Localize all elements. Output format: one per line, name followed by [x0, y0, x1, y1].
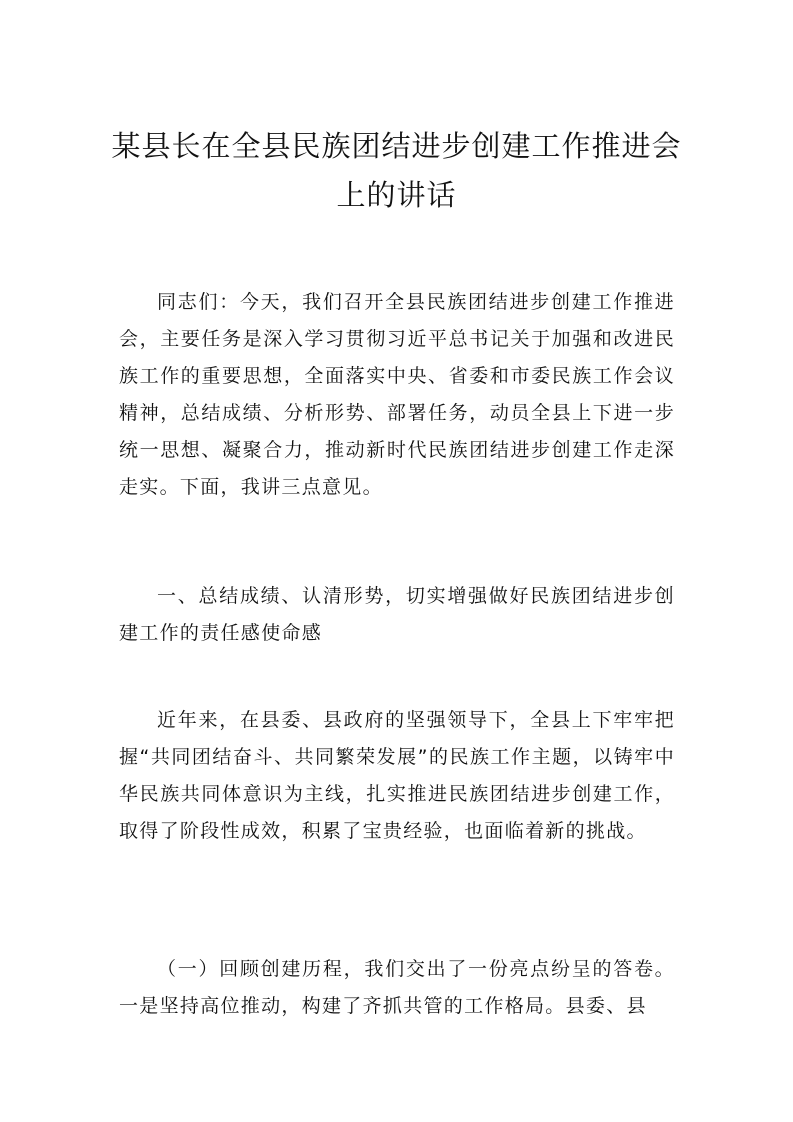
opening-paragraph: 同志们：今天，我们召开全县民族团结进步创建工作推进会，主要任务是深入学习贯彻习近平总书记关于加强和改进民族工作的重要思想，全面落实中央、省委和市委民族工作会议精神，总结成绩、分析形势、部署任务，动员全县上下进一步统一思想、凝聚合力，推动新时代民族团结进步创建工作走深走实。下面，我讲三点意见。	[119, 291, 675, 498]
body-paragraph: 近年来，在县委、县政府的坚强领导下，全县上下牢牢把握“共同团结奋斗、共同繁荣发展”的民族工作主题，以铸牢中华民族共同体意识为主线，扎实推进民族团结进步创建工作，取得了阶段性成效，积累了宝贵经验，也面临着新的挑战。	[119, 709, 675, 842]
section-heading-1: 一、总结成绩、认清形势，切实增强做好民族团结进步创建工作的责任感使命感	[119, 585, 675, 644]
document-title: 某县长在全县民族团结进步创建工作推进会上的讲话	[111, 129, 682, 212]
subsection-paragraph: （一）回顾创建历程，我们交出了一份亮点纷呈的答卷。一是坚持高位推动，构建了齐抓共管的工作格局。县委、县	[119, 958, 675, 1017]
